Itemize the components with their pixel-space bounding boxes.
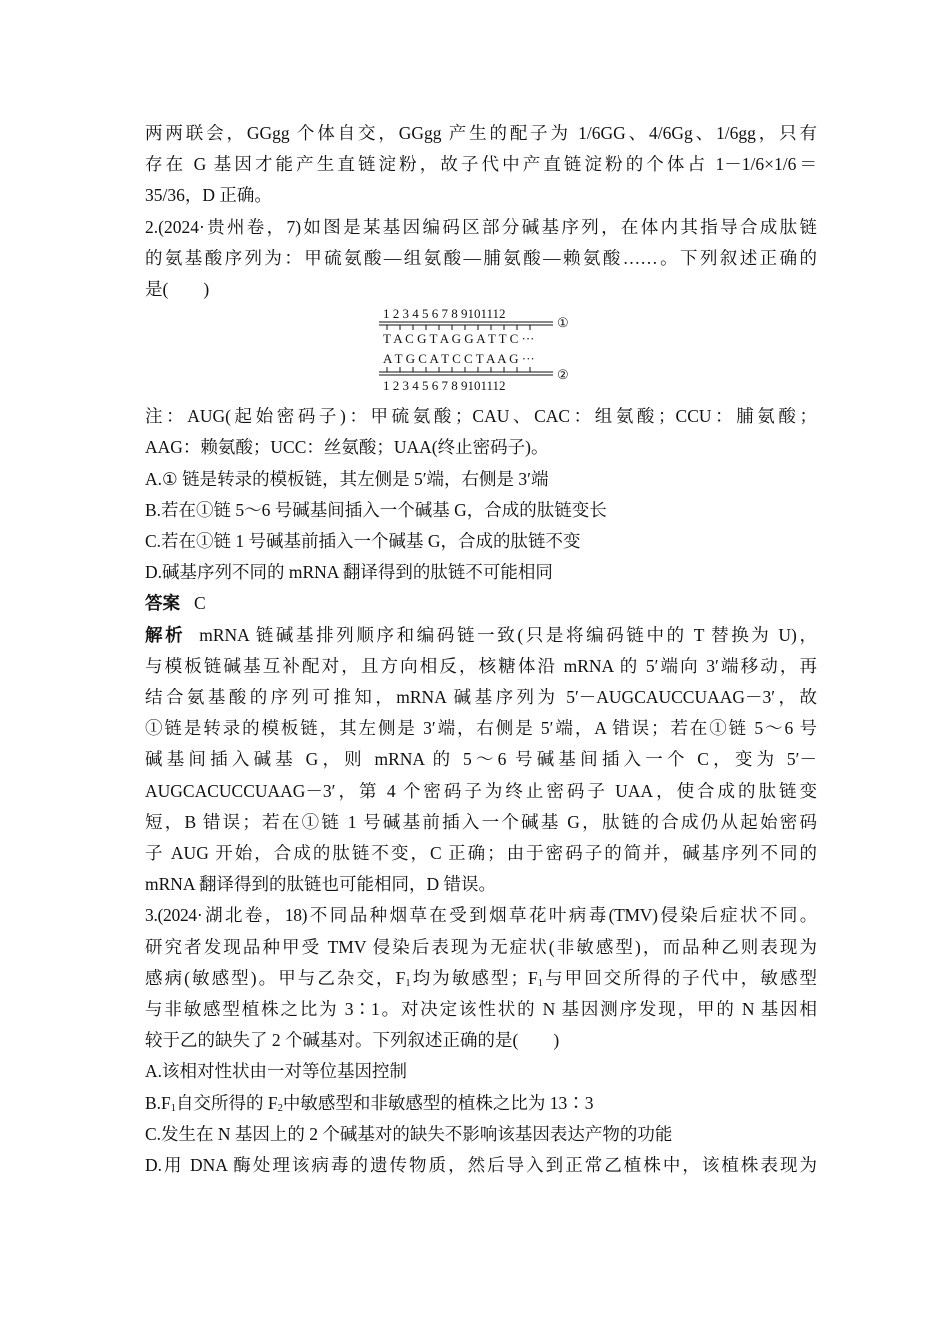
analysis-label: 解析 <box>145 624 186 645</box>
answer-line <box>145 588 817 619</box>
option-a: A.该相对性状由一对等位基因控制 <box>145 1061 408 1082</box>
note-line: 注：AUG(起始密码子)：甲硫氨酸；CAU、CAC：组氨酸；CCU：脯氨酸； <box>145 406 817 427</box>
analysis-text: mRNA 链碱基排列顺序和编码链一致(只是将编码链中的 T 替换为 U)， <box>199 624 817 645</box>
text-segment: 自交所得的 F <box>176 1092 278 1113</box>
question-2-stem: 的氨基酸序列为：甲硫氨酸—组氨酸—脯氨酸—赖氨酸……。下列叙述正确的 <box>145 247 817 268</box>
answer-label: 答案 <box>145 593 180 614</box>
strand-1-label: ① <box>557 315 569 331</box>
question-2-stem: 2.(2024·贵州卷，7)如图是某基因编码区部分碱基序列，在体内其指导合成肽链 <box>145 216 817 237</box>
base-numbers-top: 1 2 3 4 5 6 7 8 9101112 <box>383 307 506 322</box>
dna-strands-diagram <box>375 307 595 395</box>
strand-2-label: ② <box>557 367 569 383</box>
subscript: 1 <box>405 977 411 989</box>
analysis-line: 与模板链碱基互补配对，且方向相反，核糖体沿 mRNA 的 5′端向 3′端移动，再 <box>145 655 817 676</box>
base-numbers-bottom: 1 2 3 4 5 6 7 8 9101112 <box>383 378 506 394</box>
analysis-line: ①链是转录的模板链，其左侧是 3′端，右侧是 5′端，A 错误；若在①链 5～6 号 <box>145 718 817 739</box>
strand-2-ticks <box>387 367 530 372</box>
question-3-stem <box>145 963 817 994</box>
document-content <box>145 118 817 1181</box>
analysis-line: 碱基间插入碱基 G，则 mRNA 的 5～6 号碱基间插入一个 C，变为 5′－ <box>145 749 817 770</box>
option-d: D.用 DNA 酶处理该病毒的遗传物质，然后导入到正常乙植株中，该植株表现为 <box>145 1155 817 1176</box>
question-3-stem: 研究者发现品种甲受 TMV 侵染后表现为无症状(非敏感型)，而品种乙则表现为 <box>145 936 817 957</box>
option-d: D.碱基序列不同的 mRNA 翻译得到的肽链不可能相同 <box>145 562 553 583</box>
note-line: AAG：赖氨酸；UCC：丝氨酸；UAA(终止密码子)。 <box>145 437 549 458</box>
strand-1-ticks <box>387 325 530 330</box>
option-b: B.若在①链 5～6 号碱基间插入一个碱基 G，合成的肽链变长 <box>145 499 607 520</box>
analysis-line: mRNA 翻译得到的肽链也可能相同，D 错误。 <box>145 874 496 895</box>
option-a: A.① 链是转录的模板链，其左侧是 5′端，右侧是 3′端 <box>145 468 549 489</box>
text-segment: 中敏感型和非敏感型的植株之比为 13∶3 <box>282 1092 594 1113</box>
analysis-line: AUGCACUCCUAAG－3′，第 4 个密码子为终止密码子 UAA，使合成的肽链变 <box>145 780 817 801</box>
subscript: 1 <box>537 977 544 989</box>
text-segment: B.F <box>145 1092 171 1113</box>
subscript: 1 <box>170 1102 177 1114</box>
dna-sequence-figure <box>145 307 817 397</box>
analysis-line: 子 AUG 开始，合成的肽链不变，C 正确；由于密码子的简并，碱基序列不同的 <box>145 843 817 864</box>
option-c: C.发生在 N 基因上的 2 个碱基对的缺失不影响该基因表达产物的功能 <box>145 1123 673 1144</box>
text-segment: 与甲回交所得的子代中，敏感型 <box>543 967 818 988</box>
answer-value: C <box>194 593 206 614</box>
subscript: 2 <box>277 1102 283 1114</box>
question-3-stem: 3.(2024·湖北卷，18)不同品种烟草在受到烟草花叶病毒(TMV)侵染后症状不同。 <box>145 905 817 926</box>
text-line: 存在 G 基因才能产生直链淀粉，故子代中产直链淀粉的个体占 1－1/6×1/6＝ <box>145 154 817 175</box>
question-3-stem: 较于乙的缺失了 2 个碱基对。下列叙述正确的是( ) <box>145 1030 560 1051</box>
text-segment: 均为敏感型；F <box>410 967 538 988</box>
text-line: 35/36，D 正确。 <box>145 185 272 206</box>
question-3-stem: 与非敏感型植株之比为 3∶1。对决定该性状的 N 基因测序发现，甲的 N 基因相 <box>145 999 817 1020</box>
text-line: 两两联会，GGgg 个体自交，GGgg 产生的配子为 1/6GG、4/6Gg、1/6gg，只有 <box>145 123 817 143</box>
question-2-stem: 是( ) <box>145 279 210 300</box>
option-c: C.若在①链 1 号碱基前插入一个碱基 G，合成的肽链不变 <box>145 531 581 552</box>
analysis-line: 结合氨基酸的序列可推知，mRNA 碱基序列为 5′－AUGCAUCCUAAG－3′，故 <box>145 687 817 708</box>
analysis-line: 短，B 错误；若在①链 1 号碱基前插入一个碱基 G，肽链的合成仍从起始密码 <box>145 811 817 832</box>
strand-2-sequence: A T G C A T C C T A A G ··· <box>383 351 535 367</box>
strand-1-sequence: T A C G T A G G A T T C ··· <box>383 331 535 347</box>
option-b <box>145 1088 817 1119</box>
analysis-line <box>145 620 817 651</box>
text-segment: 感病(敏感型)。甲与乙杂交，F <box>145 967 406 988</box>
